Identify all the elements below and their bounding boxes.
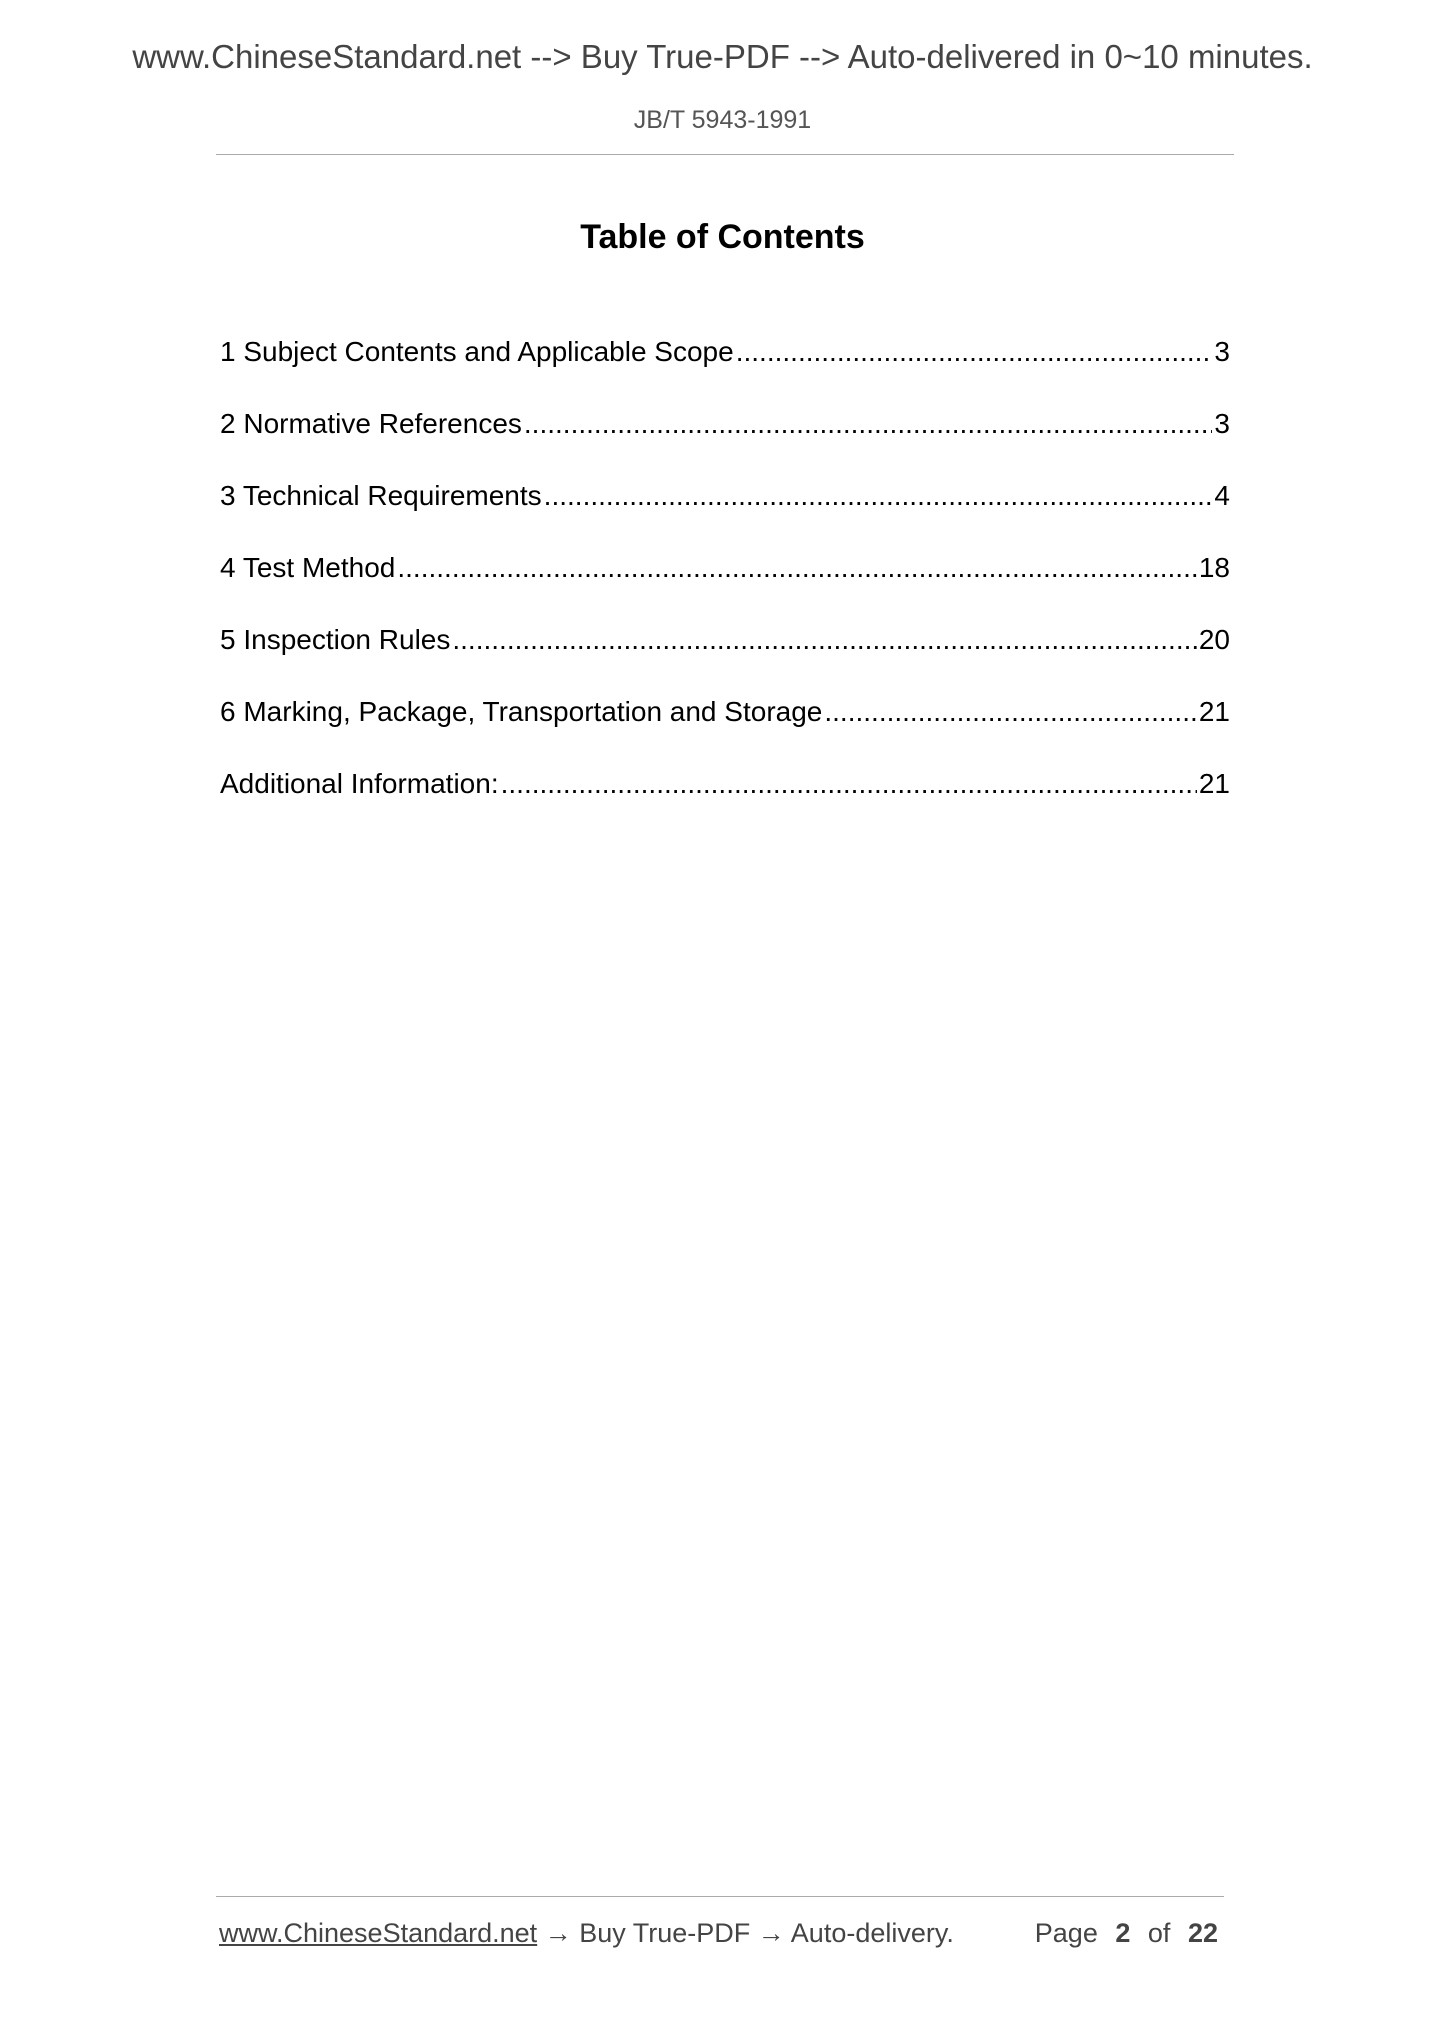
toc-title: Table of Contents [580,218,865,256]
toc-leader-dots [736,336,1213,368]
toc-entry-label: 2 Normative References [220,408,522,439]
footer-delivery-text: Auto-delivery. [790,1918,954,1948]
arrow-right-icon: → [757,1918,785,1948]
total-page-number: 22 [1187,1918,1218,1948]
toc-entry[interactable] [220,624,1230,696]
toc-list [220,336,1230,840]
of-word: of [1147,1918,1171,1948]
current-page-number: 2 [1115,1918,1131,1948]
toc-entry-label: 3 Technical Requirements [220,480,542,511]
toc-entry-label: Additional Information: [220,768,499,799]
toc-entry[interactable] [220,408,1230,480]
page-word: Page [1034,1918,1098,1948]
toc-leader-dots [452,624,1196,656]
toc-entry-page: 21 [1198,768,1230,799]
toc-entry[interactable] [220,696,1230,768]
document-code: JB/T 5943-1991 [633,106,812,134]
toc-leader-dots [501,768,1197,800]
footer-promo [219,1918,954,1949]
toc-entry-page: 4 [1214,480,1230,511]
toc-entry-page: 21 [1198,696,1230,727]
toc-leader-dots [824,696,1196,728]
toc-entry[interactable] [220,336,1230,408]
toc-entry-label: 4 Test Method [220,552,396,583]
toc-entry-label: 6 Marking, Package, Transportation and Storage [220,696,823,727]
toc-entry-page: 20 [1198,624,1230,655]
toc-entry[interactable] [220,768,1230,840]
page-indicator [1035,1918,1218,1949]
page-footer [219,1918,1224,1949]
toc-entry-page: 3 [1214,336,1230,367]
arrow-right-icon: → [544,1918,572,1948]
footer-divider [216,1896,1224,1897]
site-link[interactable]: www.ChineseStandard.net [219,1918,538,1948]
header-divider [216,154,1234,155]
site-banner: www.ChineseStandard.net --> Buy True-PDF --> Auto-delivered in 0~10 minutes. [132,38,1313,75]
footer-buy-text: Buy True-PDF [579,1918,751,1948]
toc-entry-label: 5 Inspection Rules [220,624,451,655]
toc-leader-dots [397,552,1196,584]
toc-leader-dots [544,480,1213,512]
toc-leader-dots [524,408,1213,440]
toc-entry-page: 18 [1198,552,1230,583]
toc-entry-label: 1 Subject Contents and Applicable Scope [220,336,734,367]
toc-entry[interactable] [220,552,1230,624]
toc-entry[interactable] [220,480,1230,552]
toc-entry-page: 3 [1214,408,1230,439]
